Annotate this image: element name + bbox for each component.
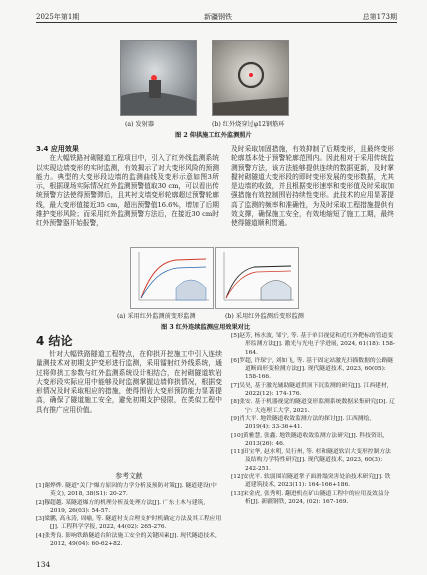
reference-item: [3]梁鹏, 高永涛, 周喻, 等. 隧道衬支合理支护时机确定方法及其工程应用[J]. 工程科学学报, 2022, 44(02): 265-276.: [36, 516, 222, 531]
right-column-text: [231, 145, 394, 229]
section-3-4-heading: 3.4 应用效果: [36, 145, 79, 153]
reference-item: [13]宋金虎, 张秀明. 翻进机在矿山隧道工程中的应用及效益分析[J]. 新疆钢铁, 2024, (02): 167-169.: [231, 490, 390, 505]
section-4-paragraph: 针对大幅铁路隧道工程特点，在仰拱开挖施工中引入连续量测技术对初期支护变形进行监测，采用镭射红外线系统，通过将仰拱工参数与红外监测系统设计相结合，在衬砌隧道软岩大变形段实际应用中能够及时监测掌握边墙仰拱情况，根据变形情况及时采取相应的措施，使得围岩大变形预防能力显著提高，确保了隧道施工安全，避免初期支护侵限，在类似工程中具有推广应用价值。: [36, 350, 222, 414]
fig2-sub-b: (b) 红外烧穿过φ12钢筋环: [212, 121, 285, 128]
reference-item: [2]穆超越. 某隧道爆方的机理分析及处理方法[J]. 广东土木与建筑, 2019, 26(03): 54-57.: [36, 499, 206, 514]
references-right: [231, 332, 395, 506]
chart-after-infrared: [215, 247, 299, 309]
photo-emitter: [120, 40, 197, 116]
chart-after-svg: [216, 248, 298, 308]
chart-before-svg: [131, 248, 213, 308]
header-total-issue: 总第173期: [362, 13, 397, 21]
reference-item: [4]张秀良. 影响铁路隧道台阶法施工安全的关键因素[J]. 现代隧道技术, 2012, 49(04): 60-62+82.: [36, 532, 217, 548]
photo-rebar-ring: [212, 40, 289, 116]
chart-before-infrared: [130, 247, 214, 309]
section-4-body: [36, 350, 222, 415]
section-4-heading: 4 结论: [36, 334, 73, 348]
section-3-4-paragraph: 在大幅铁路衬砌隧道工程项目中，引入了红外线监测系统以实现边墙变形的实时监测，有效揭示了对大变形风险的预测能力。典型的大变形段边墙的监测曲线及变形示意如图3所示，根据现场实际情况红外监测预警值取30 cm，可以看出传统预警方法使得预警滞后，且其衬支墙变形轮廓超过预警轮廓线，最大变形值接近35 cm，超出预警值16.6%，增加了后期维护变形风险；而采用红外监测预警方法后，在接近30 cm时红外预警器开始报警，: [36, 154, 219, 228]
fig2-caption: 图 2 仰拱施工红外监测照片: [175, 132, 252, 139]
reference-item: [10]黄雅慧, 张鑫. 地铁隧道收敛监测方法研究[J]. 科技资讯, 2013(26): 46.: [231, 432, 385, 447]
references-left: [36, 482, 222, 548]
fig3-caption: 图 3 红外连续监测应用效果对比: [161, 324, 251, 331]
right-column-paragraph: 及时采取加固措施，有效抑制了后期变形，且最终变形轮廓基本处于预警轮廓范围内。因此相对于采用传统监测预警方法，该方法能够提供连续的数据更新，及时掌握衬砌隧道大变形段的即时变形发展的变形数据，尤其是边墙的收敛，并且根据变形速率和变形值及时采取加强措施有效控制围岩持续性变形。此技术的应用显著提高了监测的频率和准确性，为及时采取工程措施提供有效支撑，确保施工安全，有效地缩短了施工工期，最终使得隧道顺利贯通。: [231, 145, 394, 228]
page-number: 134: [36, 560, 51, 569]
reference-item: [6]罗超, 许琛宁, 刘如飞, 等. 基于固定站激光扫描数据的公路隧道断面形变检测方法[J]. 现代隧道技术, 2023, 60(05): 158-166.: [231, 357, 394, 381]
references-title: 参考文献: [115, 472, 143, 480]
fig3-sub-a: (a) 采用红外监测前变形监测: [117, 313, 196, 320]
section-3-4: [36, 145, 219, 229]
fig2-sub-a: (a) 发射器: [125, 121, 155, 128]
reference-item: [7]吴昊, 基于激光辅助隧道拱顶下沉监测的研究[J]. 江西建材, 2022(12): 174-176.: [231, 382, 389, 398]
reference-item: [1]谢烨烨. 隧道"关门"爆方原因的力学分析及预防对策[J]. 隧道建设(中英文), 2018, 38(S1): 20-27.: [36, 483, 217, 498]
fig3-sub-b: (b) 采用红外监测后变形监测: [225, 313, 304, 320]
reference-item: [8]张安. 基于机器视觉的隧道变形监测系统数据采集研究[D]. 辽宁: 大连理工大学, 2021.: [231, 399, 395, 414]
header-journal: 新疆钢铁: [204, 13, 232, 21]
reference-item: [12]安虎平. 软弱围岩隧道掌子面滑塌突害处治技术研究[J]. 铁道建筑技术, 2023(11): 164-166+186.: [231, 474, 391, 489]
reference-item: [11]田宝华, 赵水明, 吴行州, 等. 杉和隧道软岩大变形控制方法及结构力学特性研究[J]. 现代隧道技术, 2023, 60(3): 242-251.: [231, 449, 391, 472]
header-issue: 2025年第1期: [36, 13, 80, 21]
reference-item: [9]肖大平. 地铁隧道收敛监测方法的探讨[J]. 江西测绘, 2019(4): 33-36+41.: [231, 415, 372, 431]
running-header: [36, 10, 397, 23]
reference-item: [5]赵芳, 杨水波, 邹宁, 等. 基于单目视觉和近红外靶标的管道变形监测方法[J]. 激光与光电子学进展, 2024, 61(18): 158-164.: [231, 333, 395, 356]
